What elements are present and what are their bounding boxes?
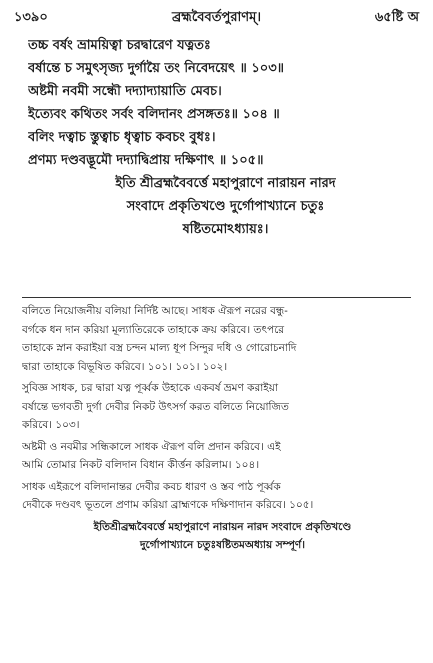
translation-paragraph xyxy=(22,302,423,376)
translation-line: আমি তোমার নিকট বলিদান বিধান কীর্ত্তন করিলাম। ১০৪। xyxy=(22,459,260,471)
bengali-translation xyxy=(22,302,423,558)
verse-line: বর্ষান্তে চ সমুৎসৃজ্য দুর্গায়ৈ তং নিবেদয়েৎ ॥ ১০৩॥ xyxy=(28,61,285,76)
translation-line: বলিতে নিয়োজনীয় বলিয়া নির্দিষ্ট আছে। সাধক ঐরূপ নরের বন্ধু- xyxy=(22,305,288,317)
translation-line: সুবিজ্ঞ সাধক, চর দ্বারা যত্ন পূর্ব্বক উহাকে একবর্ষ ভ্রমণ করাইয়া xyxy=(22,382,278,394)
colophon-line: ষষ্টিতমোঽধ্যায়ঃ। xyxy=(182,222,269,237)
section-divider xyxy=(22,297,411,298)
page-header xyxy=(14,8,419,28)
colophon-line: ইতি শ্রীব্রহ্মবৈবর্ত্তে মহাপুরাণে নারায়ন নারদ xyxy=(115,176,336,191)
translation-line: দেবীকে দণ্ডবৎ ভূতলে প্রণাম করিয়া ব্রাহ্মণকে দক্ষিণাদান করিবে। ১০৫। xyxy=(22,499,314,511)
page-number: ১৩৯০ xyxy=(14,10,48,25)
translation-line: দ্বারা তাহাকে বিভূষিত করিবে। ১০১। ১০১। ১০২। xyxy=(22,360,228,373)
sanskrit-verses xyxy=(28,34,423,241)
translation-line: সাধক এইরূপে বলিদানান্তর দেবীর কবচ ধারণ ও স্তব পাঠ পূর্ব্বক xyxy=(22,480,281,493)
verse-line: ইত্যেবং কথিতং সর্বং বলিদানং প্রসঙ্গতঃ॥ ১০৪ ॥ xyxy=(28,107,280,122)
translation-paragraph xyxy=(22,438,423,475)
verse-line: বলিং দত্বাচ স্তুত্বাচ ধৃত্বাচ কবচং বুধঃ। xyxy=(28,130,216,145)
translation-paragraph xyxy=(22,379,423,435)
translation-colophon-line: ইতিশ্রীব্রহ্মবৈবর্ত্তে মহাপুরাণে নারায়ন নারদ সংবাদে প্রকৃতিখণ্ডে xyxy=(93,520,352,533)
translation-line: বর্গকে ধন দান করিয়া মূল্যাতিরেকে তাহাকে ক্রয় করিবে। তৎপরে xyxy=(22,323,285,336)
verse-line: অষ্টমী নবমী সন্ধৌ দদ্যাদ্যায়াতি মেবচ। xyxy=(28,84,222,99)
book-title: ব্রহ্মবৈবর্তপুরাণম্‌। xyxy=(172,10,261,25)
translation-line: তাহাকে স্নান করাইয়া বস্ত্র চন্দন মাল্য ধূপ সিন্দুর দধি ও গোরোচনাদি xyxy=(22,342,297,354)
translation-colophon xyxy=(22,518,423,555)
colophon-line: সংবাদে প্রকৃতিখণ্ডে দুর্গোপাখ্যানে চতুঃ xyxy=(126,199,325,214)
translation-line: বর্ষান্তে ভগবতী দুর্গা দেবীর নিকট উৎসর্গ করত বলিতে নিয়োজিত xyxy=(22,400,289,413)
translation-line: করিবে। ১০৩। xyxy=(22,419,80,431)
chapter-label: ৬৫ষ্টি অ xyxy=(374,10,419,25)
verse-line: প্রণম্য দণ্ডবদ্ভূমৌ দদ্যাদ্বিপ্রায় দক্ষিণাৎ ॥ ১০৫॥ xyxy=(28,153,264,168)
translation-colophon-line: দুর্গোপাখ্যানে চতুঃষষ্টিতমঅধ্যায় সম্পূর্ণ। xyxy=(139,539,305,551)
translation-paragraph xyxy=(22,478,423,515)
verse-line: তচ্চ বর্ষং ভ্রাময়িত্বা চরদ্বারেণ যত্নতঃ xyxy=(28,38,211,53)
translation-line: অষ্টমী ও নবমীর সন্ধিকালে সাধক ঐরূপ বলি প্রদান করিবে। এই xyxy=(22,440,281,453)
